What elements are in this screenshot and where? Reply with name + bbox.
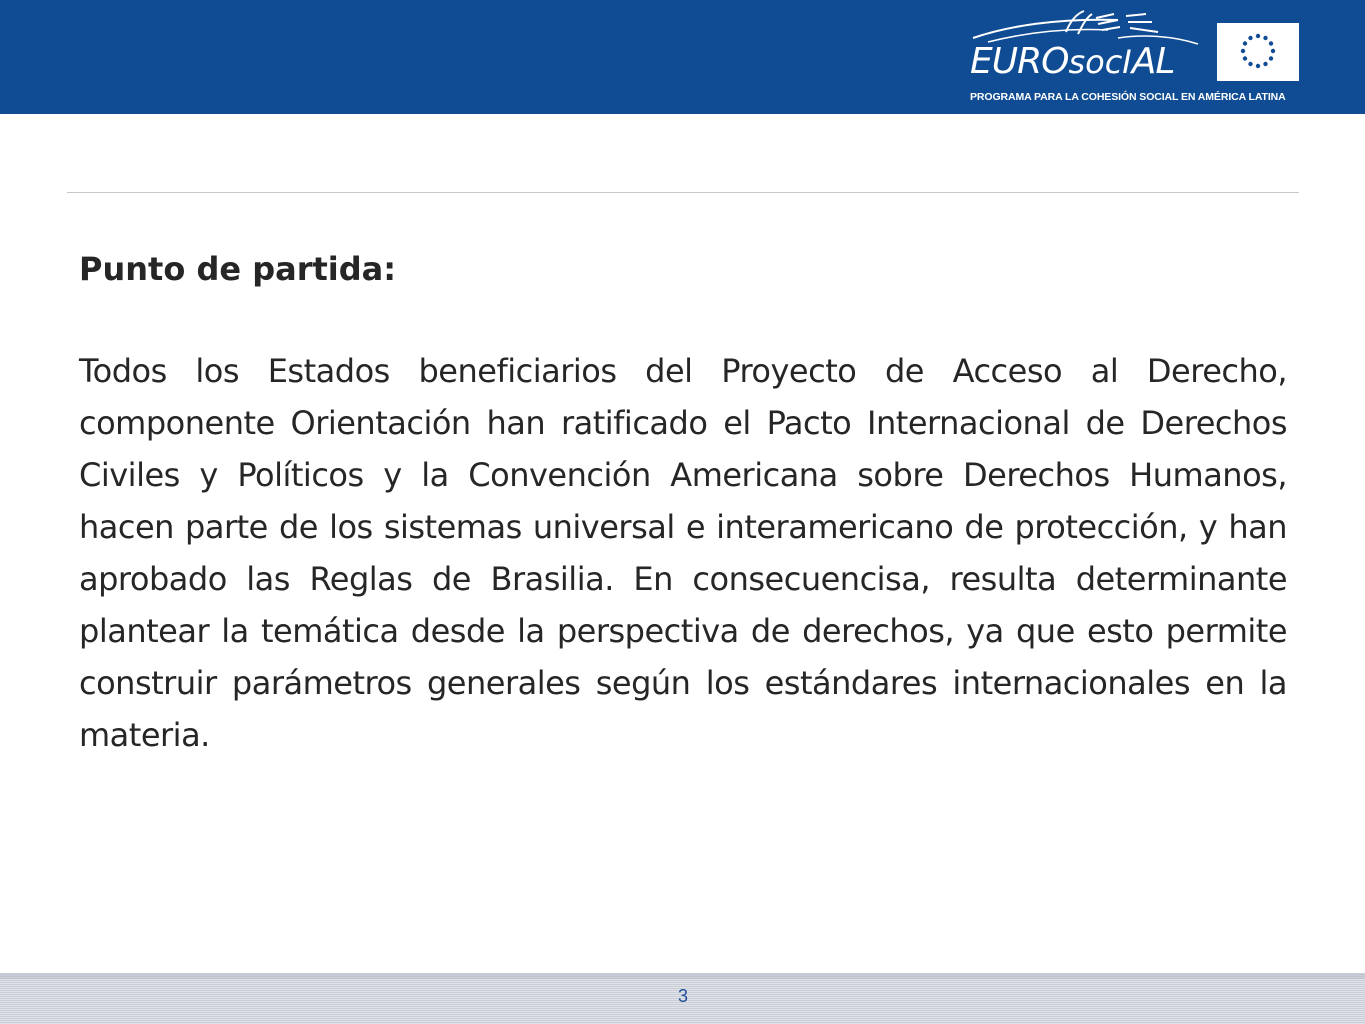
logo-tagline: PROGRAMA PARA LA COHESIÓN SOCIAL EN AMÉRICA LATINA: [970, 91, 1286, 103]
eu-flag-icon: [1217, 23, 1299, 81]
logo-wordmark: EUROsocIAL: [970, 41, 1175, 82]
body-paragraph: Todos los Estados beneficiarios del Proyecto de Acceso al Derecho, componente Orientación han ratificado el Pacto Internacional de Derechos Civiles y Políticos y la Convención Americana sobre Derechos Humanos, hacen parte de los sistemas universal e interamericano de protección, y han aprobado las Reglas de Brasilia. En consecuencisa, resulta determinante plantear la temática desde la perspectiva de derechos, ya que esto permite construir parámetros generales según los estándares internacionales en la materia.: [79, 352, 1287, 754]
section-title: Punto de partida:: [79, 250, 397, 288]
eurosocial-logo: [968, 8, 1308, 108]
header-divider: [67, 192, 1299, 193]
header-band: [0, 0, 1365, 114]
page-number: 3: [677, 986, 688, 1006]
